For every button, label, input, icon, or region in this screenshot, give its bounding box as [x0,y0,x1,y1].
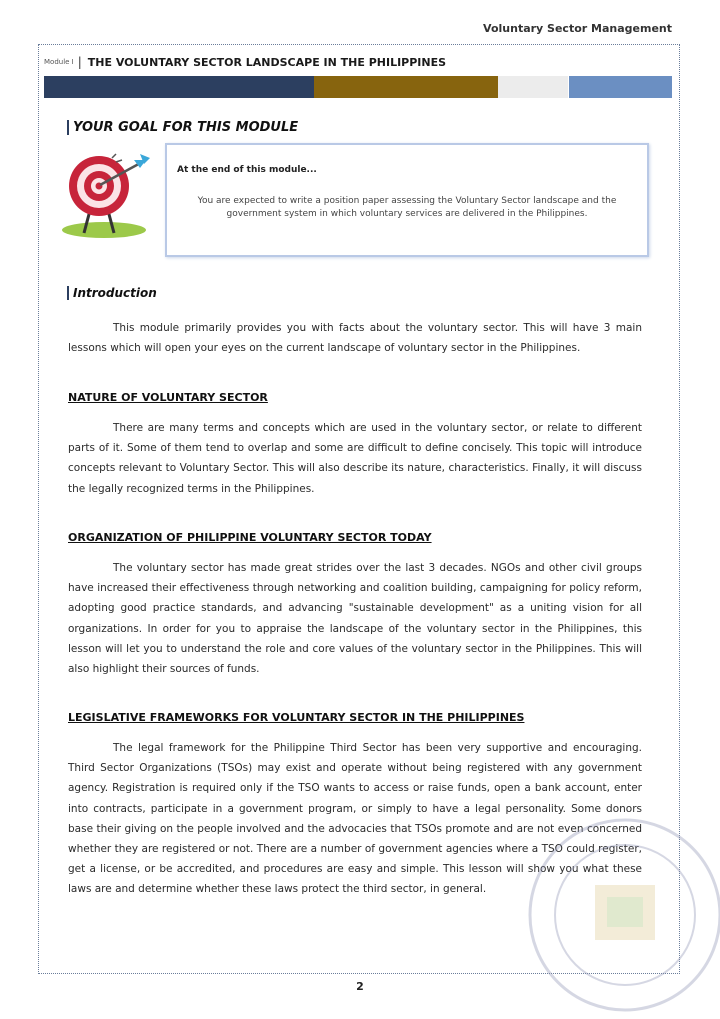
running-header: Voluntary Sector Management [483,22,672,35]
section-paragraph-nature: There are many terms and concepts which are used in the voluntary sector, or relate to different parts of it. Some of them tend to overlap and some are difficult to define concisely. This topic will introduce concepts relevant to Voluntary Sector. This will also describe its nature, characteristics. Finally, it will discuss the legally recognized terms in the Philippines. [68,422,642,495]
page-number: 2 [356,980,364,993]
section-heading-legislative: LEGISLATIVE FRAMEWORKS FOR VOLUNTARY SECTOR IN THE PHILIPPINES [68,711,525,724]
module-title: THE VOLUNTARY SECTOR LANDSCAPE IN THE PHILIPPINES [87,55,447,69]
section-heading-nature: NATURE OF VOLUNTARY SECTOR [68,391,268,404]
target-arrow-icon [54,148,154,243]
module-tag: Module I [44,58,74,66]
color-strip-blue [569,76,672,98]
color-strip-light [498,76,568,98]
introduction-paragraph: This module primarily provides you with facts about the voluntary sector. This will have 3 main lessons which will open your eyes on the current landscape of voluntary sector in the Philippines. [68,322,642,355]
module-bar [44,54,446,70]
introduction-heading: Introduction [67,286,157,300]
color-strip-navy [44,76,314,98]
section-paragraph-legislative: The legal framework for the Philippine Third Sector has been very supportive and encouraging. Third Sector Organizations (TSOs) may exist and operate without being registered with any government agency. Registration is required only if the TSO wants to access or raise funds, open a bank account, enter into contracts, participate in a government program, or simply to have a legal personality. Some donors base their giving on the people involved and the advocacies that TSOs promote and are not even concerned whether they are registered or not. There are a number of government agencies where a TSO could register, get a license, or be accredited, and procedures are easy and simple. This lesson will show you what these laws are and determine whether these laws protect the third sector, in general. [68,742,642,896]
goal-lead: At the end of this module... [177,165,317,175]
section-heading-organization: ORGANIZATION OF PHILIPPINE VOLUNTARY SECTOR TODAY [68,531,432,544]
goal-text: You are expected to write a position paper assessing the Voluntary Sector landscape and the government system in which voluntary services are delivered in the Philippines. [197,196,617,219]
goal-heading: YOUR GOAL FOR THIS MODULE [67,120,298,135]
color-strip-gold [314,76,498,98]
goal-box [165,143,649,257]
section-paragraph-organization: The voluntary sector has made great strides over the last 3 decades. NGOs and other civil groups have increased their effectiveness through networking and coalition building, campaigning for policy reform, adopting good practice standards, and advancing "sustainable development" as a uniting vision for all organizations. In order for you to appraise the landscape of the voluntary sector in the Philippines, this lesson will let you to understand the role and core values of the voluntary sector in the Philippines. This will also highlight their sources of funds. [68,562,642,676]
module-separator: | [77,55,82,69]
